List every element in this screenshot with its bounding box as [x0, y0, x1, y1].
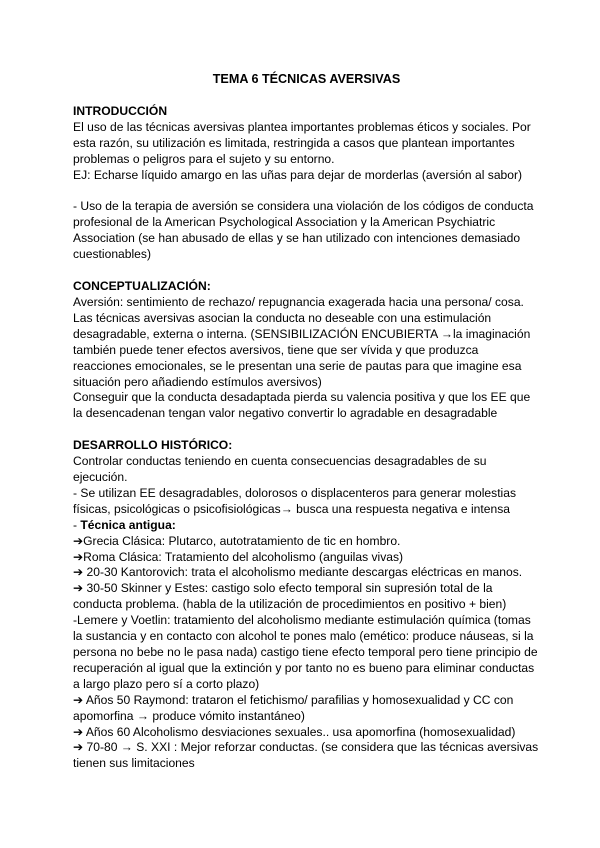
history-old-label: Técnica antigua:	[80, 517, 176, 532]
intro-paragraph-2: - Uso de la terapia de aversión se considera una violación de los códigos de conducta profesional de la American Psychological Association y la American Psychiatric Association (se han abusado de ellas y se han utilizado con intenciones demasiado cuestionables)	[73, 199, 534, 262]
history-item: ➔ Años 60 Alcoholismo desviaciones sexuales.. usa apomorfina (homosexualidad)	[73, 724, 516, 739]
history-item: -Lemere y Voetlin: tratamiento del alcoholismo mediante estimulación química (tomas la sustancia y en contacto con alcohol te pones malo (emético: produce náuseas, si la persona no bebe no le pasa nada) castigo tiene efecto temporal pero tiene principio de recuperación al igual que la extinción y por tanto no es bueno para eliminar conductas a largo plazo pero sí a corto plazo)	[73, 613, 538, 691]
history-item: ➔ 70-80 → S. XXI : Mejor reforzar conductas. (se considera que las técnicas aversivas tienen sus limitaciones	[73, 740, 539, 771]
history-item: ➔Roma Clásica: Tratamiento del alcoholismo (anguilas vivas)	[73, 549, 404, 564]
history-paragraph-1: Controlar conductas teniendo en cuenta consecuencias desagradables de su ejecución.	[73, 454, 487, 485]
concept-paragraph-2: Las técnicas aversivas asocian la conducta no deseable con una estimulación desagradable, externa o interna. (SENSIBILIZACIÓN ENCUBIERTA →la imaginación también puede tener efectos aversivos, tiene que ser vívida y que produzca reacciones emocionales, se le presentan una serie de pautas para que imagine esa situación pero añadiendo estímulos aversivos)	[73, 310, 531, 389]
history-old-prefix: -	[73, 517, 81, 532]
page-title: TEMA 6 TÉCNICAS AVERSIVAS	[212, 72, 401, 86]
history-old-technique	[73, 518, 540, 534]
history-item: ➔ 20-30 Kantorovich: trata el alcoholismo mediante descargas eléctricas en manos.	[73, 565, 523, 580]
concept-definition: Aversión: sentimiento de rechazo/ repugnancia exagerada hacia una persona/ cosa.	[73, 294, 524, 309]
history-item: ➔Grecia Clásica: Plutarco, autotratamiento de tic en hombro.	[73, 533, 401, 548]
concept-heading: CONCEPTUALIZACIÓN:	[73, 279, 211, 294]
history-heading: DESARROLLO HISTÓRICO:	[73, 438, 233, 453]
concept-paragraph-3: Conseguir que la conducta desadaptada pierda su valencia positiva y que los EE que la desencadenan tengan valor negativo convertir lo agradable en desagradable	[73, 390, 531, 421]
history-item: ➔ 30-50 Skinner y Estes: castigo solo efecto temporal sin supresión total de la conducta problema. (habla de la utilización de procedimientos en positivo + bien)	[73, 581, 507, 612]
intro-heading: INTRODUCCIÓN	[73, 103, 168, 118]
history-paragraph-2: - Se utilizan EE desagradables, dolorosos o displacenteros para generar molestias físicas, psicológicas o psicofisiológicas→ busca una respuesta negativa e intensa	[73, 485, 517, 516]
history-item: ➔ Años 50 Raymond: trataron el fetichismo/ parafilias y homosexualidad y CC con apomorfina → produce vómito instantáneo)	[73, 692, 514, 723]
intro-paragraph-1: El uso de las técnicas aversivas plantea importantes problemas éticos y sociales. Por esta razón, su utilización es limitada, restringida a casos que plantean importantes problemas o peligros para el sujeto y su entorno.	[73, 119, 531, 166]
intro-example: EJ: Echarse líquido amargo en las uñas para dejar de morderlas (aversión al sabor)	[73, 167, 523, 182]
